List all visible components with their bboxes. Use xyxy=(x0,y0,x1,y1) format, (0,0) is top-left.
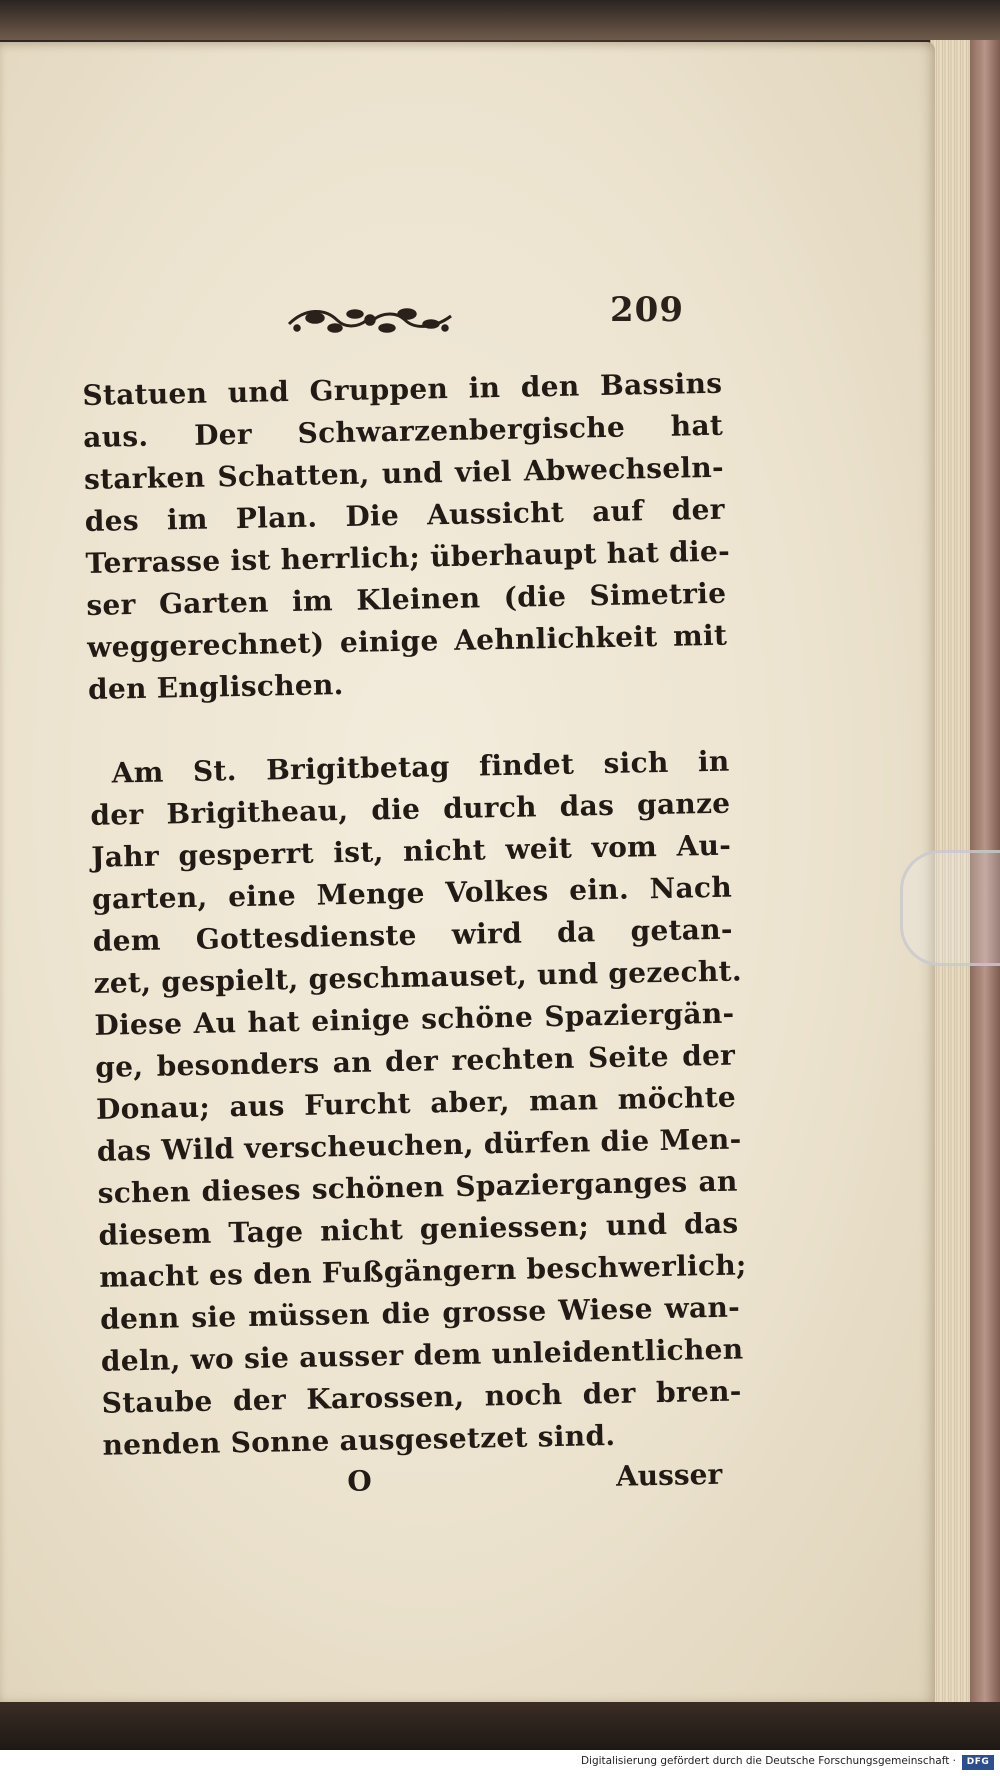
page-clip xyxy=(900,850,1000,966)
text-line: Diese Au hat einige schöne Spaziergän- xyxy=(94,996,735,1042)
paragraph xyxy=(89,741,747,1467)
footer-credit: Digitalisierung gefördert durch die Deutsche Forschungsgemeinschaft · xyxy=(580,1755,956,1767)
book-bottom-edge xyxy=(0,1702,1000,1750)
text-line: der Brigitheau, die durch das ganze xyxy=(90,786,731,832)
text-line: starken Schatten, und viel Abwechseln- xyxy=(83,450,725,496)
text-line: nenden Sonne ausgesetzet sind. xyxy=(102,1418,616,1462)
text-line: schen dieses schönen Spazierganges an xyxy=(97,1164,738,1210)
text-line: ge, besonders an der rechten Seite der xyxy=(94,1038,736,1084)
text-line: diesem Tage nicht geniessen; und das xyxy=(98,1206,739,1252)
text-line: Staube der Karossen, noch der bren- xyxy=(101,1374,742,1420)
text-line: Am St. Brigitbetag findet sich in xyxy=(111,744,730,790)
text-line: ser Garten im Kleinen (die Simetrie xyxy=(86,576,727,622)
text-line: den Englischen. xyxy=(87,668,344,706)
body-text xyxy=(82,363,747,1467)
dfg-logo-icon: DFG xyxy=(962,1755,994,1770)
text-line: Donau; aus Furcht aber, man möchte xyxy=(95,1080,737,1126)
text-line: Jahr gesperrt ist, nicht weit vom Au- xyxy=(90,828,732,874)
page-number: 209 xyxy=(610,290,684,330)
text-line: denn sie müssen die grosse Wiese wan- xyxy=(99,1290,741,1336)
text-line: Terrasse ist herrlich; überhaupt hat die- xyxy=(85,534,731,580)
ornament-icon xyxy=(285,298,455,342)
text-line: zet, gespielt, geschmauset, und gezecht. xyxy=(93,954,743,1000)
text-line: deln, wo sie ausser dem unleidentlichen xyxy=(100,1332,744,1378)
text-line: des im Plan. Die Aussicht auf der xyxy=(84,492,726,538)
text-line: garten, eine Menge Volkes ein. Nach xyxy=(91,870,733,916)
text-line: Statuen und Gruppen in den Bassins xyxy=(82,366,723,412)
digitization-footer xyxy=(0,1750,1000,1776)
signature-mark: O xyxy=(346,1464,372,1498)
text-line: aus. Der Schwarzenbergische hat xyxy=(82,408,724,454)
text-line: weggerechnet) einige Aehnlichkeit mit xyxy=(86,618,728,664)
paragraph xyxy=(82,363,731,711)
text-line: das Wild verscheuchen, dürfen die Men- xyxy=(96,1122,742,1168)
book-top-edge xyxy=(0,0,1000,40)
catchword: Ausser xyxy=(615,1457,723,1493)
text-line: dem Gottesdienste wird da getan- xyxy=(92,912,734,958)
text-line: macht es den Fußgängern beschwerlich; xyxy=(99,1248,747,1294)
